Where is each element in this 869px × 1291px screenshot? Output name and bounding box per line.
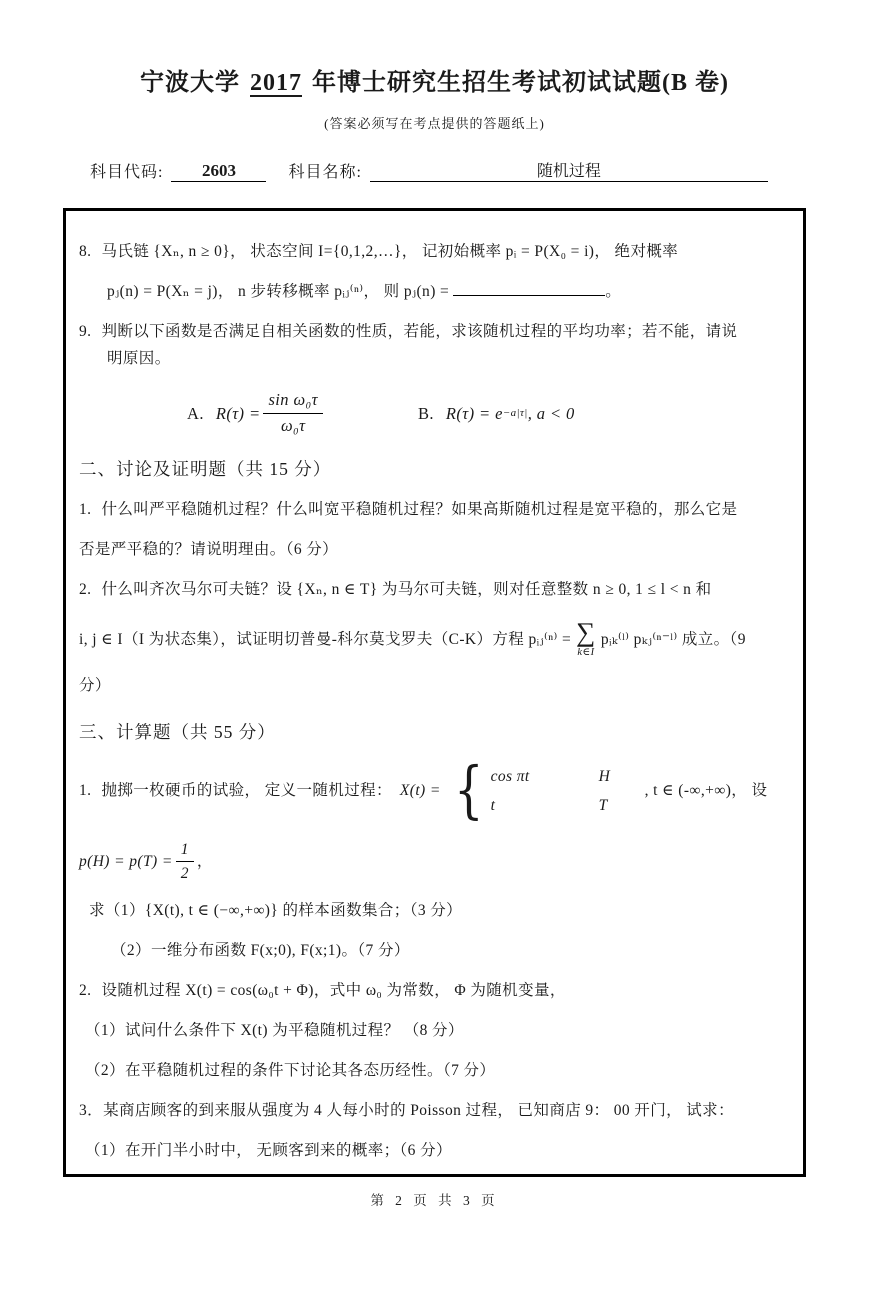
section-2-q2-line-1	[79, 576, 789, 603]
option-b-formula	[418, 400, 575, 427]
probability-fraction	[176, 840, 194, 884]
fraction-denominator: ω₀τ	[280, 415, 306, 435]
section-2-heading: 二、讨论及证明题（共 15 分）	[79, 459, 332, 480]
case-1-expression: cos πt	[490, 767, 530, 785]
title-suffix: 年博士研究生招生考试初试试题(B 卷)	[305, 70, 729, 96]
piecewise-case-1	[491, 762, 639, 791]
question-8-text-2: pⱼ(n) = P(Xₙ = j)， n 步转移概率 pᵢⱼ⁽ⁿ⁾， 则 pⱼ(n) =	[107, 283, 450, 300]
case-2-expression: t	[490, 796, 496, 814]
sigma-glyph: ∑	[576, 617, 596, 648]
section-3-q2-sub-2: （2）在平稳随机过程的条件下讨论其各态历经性。（7 分）	[85, 1061, 496, 1079]
page-title	[0, 62, 869, 97]
summation-subscript: k∈I	[577, 647, 595, 659]
question-9-options	[79, 390, 789, 436]
title-prefix: 宁波大学	[140, 70, 247, 96]
answer-blank	[453, 278, 605, 296]
section-3-q2-number: 2.	[79, 981, 92, 999]
section-3-q1-number: 1.	[79, 782, 92, 800]
option-a-lhs: R(τ) =	[215, 403, 261, 423]
section-3-heading: 三、计算题（共 55 分）	[79, 721, 276, 742]
subject-code-label: 科目代码:	[90, 164, 164, 181]
section-3-q1-probability	[79, 840, 789, 884]
case-1-condition: H	[598, 767, 611, 785]
section-2-q2-ck-equation	[79, 619, 789, 659]
piecewise-cases	[491, 762, 639, 820]
section-3-q2-line-1	[79, 977, 789, 1004]
option-b-condition: , a < 0	[527, 403, 575, 423]
exam-page	[0, 62, 869, 1291]
section-2-q1-text-1: 什么叫严平稳随机过程？什么叫宽平稳随机过程？如果高斯随机过程是宽平稳的，那么它是	[101, 501, 738, 519]
piecewise-case-2	[491, 791, 639, 820]
section-3-q3-text-1: 某商店顾客的到来服从强度为 4 人每小时的 Poisson 过程， 已知商店 9： 00 开门， 试求：	[103, 1101, 734, 1119]
question-8-period: 。	[605, 283, 622, 300]
section-2-q2-line-3: 分）	[79, 676, 111, 694]
section-3-q3-number: 3．	[79, 1101, 104, 1119]
section-3-q3-line-1	[79, 1097, 789, 1124]
piecewise-function	[449, 753, 639, 827]
option-a-label: A.	[187, 403, 204, 423]
question-8-text-1: 马氏链 {Xₙ, n ≥ 0}， 状态空间 I={0,1,2,…}， 记初始概率 pᵢ = P(X₀ = i)， 绝对概率	[101, 243, 679, 260]
page-footer: 第 2 页 共 3 页	[370, 1192, 499, 1208]
option-b-base: R(τ) = e	[445, 403, 503, 423]
subject-line	[0, 158, 869, 182]
title-year-underlined: 2017	[250, 70, 302, 96]
question-9-text-1: 判断以下函数是否满足自相关函数的性质，若能，求该随机过程的平均功率；若不能，请说	[101, 323, 738, 340]
section-3-q1-intro: 抛掷一枚硬币的试验， 定义一随机过程：	[101, 782, 392, 800]
question-9-line-2: 明原因。	[107, 350, 171, 367]
question-box	[63, 208, 806, 1177]
subject-name-value: 随机过程	[370, 158, 768, 182]
option-a-fraction	[263, 390, 322, 436]
probability-comma: ，	[196, 853, 213, 871]
question-8-line-1	[79, 238, 789, 265]
piecewise-domain: , t ∈ (-∞,+∞)， 设	[644, 782, 768, 800]
section-2-q1-line-2: 否是严平稳的？请说明理由。（6 分）	[79, 541, 339, 559]
section-3-q1-line-1	[79, 753, 789, 827]
option-a-formula	[187, 390, 326, 436]
ck-equation-rhs: pᵢₖ⁽ˡ⁾ pₖⱼ⁽ⁿ⁻ˡ⁾ 成立。（9	[600, 630, 746, 648]
section-3-q1-sub-1: 求（1）{X(t), t ∈ (−∞,+∞)} 的样本函数集合；（3 分）	[89, 901, 463, 919]
question-8-line-2	[79, 278, 789, 305]
section-2-q1-line-1	[79, 496, 789, 523]
ck-equation-lhs: i, j ∈ I（I 为状态集），试证明切普曼-科尔莫戈罗夫（C-K）方程 pᵢⱼ⁽ⁿ⁾ =	[79, 630, 572, 648]
question-8-number: 8.	[79, 243, 92, 260]
piecewise-lhs: X(t) =	[399, 782, 441, 800]
option-b-label: B.	[417, 403, 434, 423]
subject-code-value: 2603	[171, 161, 266, 182]
section-3-q2-text-1: 设随机过程 X(t) = cos(ω₀t + Φ)，式中 ω₀ 为常数， Φ 为随机变量，	[101, 981, 566, 999]
section-2-q1-number: 1.	[79, 501, 92, 519]
section-3-q3-sub-1: （1）在开门半小时中， 无顾客到来的概率；（6 分）	[85, 1141, 452, 1159]
section-3-q2-sub-1: （1）试问什么条件下 X(t) 为平稳随机过程？ （8 分）	[85, 1021, 464, 1039]
section-3-q1-sub-2: （2）一维分布函数 F(x;0), F(x;1)。（7 分）	[111, 941, 410, 959]
answer-sheet-notice: (答案必须写在考点提供的答题纸上)	[324, 116, 545, 131]
fraction-numerator: 1	[176, 840, 194, 862]
fraction-numerator: sin ω₀τ	[263, 390, 322, 414]
probability-lhs: p(H) = p(T) =	[79, 853, 173, 871]
subject-name-label: 科目名称:	[288, 164, 362, 181]
summation-symbol	[576, 619, 596, 659]
left-brace-glyph: {	[453, 753, 484, 827]
fraction-denominator: 2	[180, 865, 189, 883]
section-2-q2-number: 2.	[79, 581, 92, 599]
question-9-line-1	[79, 318, 789, 345]
case-2-condition: T	[598, 796, 608, 814]
question-9-number: 9.	[79, 323, 92, 340]
section-2-q2-text-1: 什么叫齐次马尔可夫链？设 {Xₙ, n ∈ T} 为马尔可夫链，则对任意整数 n ≥ 0, 1 ≤ l < n 和	[101, 581, 712, 599]
option-b-exponent: −a|τ|	[502, 406, 528, 419]
